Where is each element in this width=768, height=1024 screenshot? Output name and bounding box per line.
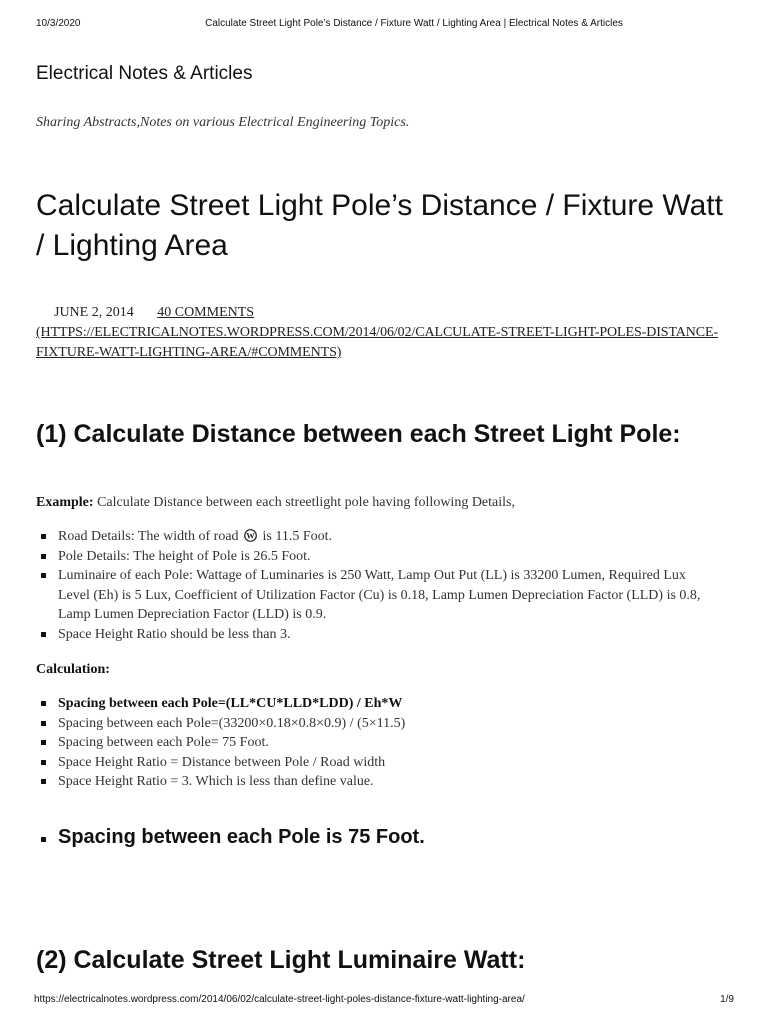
site-tagline: Sharing Abstracts,Notes on various Electrical Engineering Topics. [36,115,410,130]
print-page-number: 1/9 [720,994,734,1005]
list-item: Space Height Ratio = 3. Which is less than define value. [36,772,716,792]
example-paragraph [36,493,736,512]
print-url: https://electricalnotes.wordpress.com/2014/06/02/calculate-street-light-poles-distance-fixture-watt-lighting-area/ [34,994,525,1005]
comments-link[interactable] [36,305,718,360]
section-heading-distance: (1) Calculate Distance between each Street Light Pole: [36,420,681,448]
post-date: JUNE 2, 2014 [54,305,134,320]
post-meta [36,303,736,363]
road-details-value: is 11.5 Foot. [262,529,333,544]
list-item: Spacing between each Pole= 75 Foot. [36,733,716,753]
post-title: Calculate Street Light Pole’s Distance / Fixture Watt / Lighting Area [36,189,723,262]
calculation-label: Calculation: [36,662,110,677]
details-list [36,527,716,644]
calculation-list [36,694,716,792]
list-item: Spacing between each Pole=(33200×0.18×0.8×0.9) / (5×11.5) [36,714,716,734]
list-item: Space Height Ratio should be less than 3. [36,625,716,645]
print-page-title: Calculate Street Light Pole’s Distance / Fixture Watt / Lighting Area | Electrical Notes & Articles [205,18,623,29]
comments-count: 40 COMMENTS [157,305,255,320]
wordpress-icon [244,529,257,542]
example-text: Calculate Distance between each streetlight pole having following Details, [93,495,515,510]
print-header [36,18,732,32]
list-item: Pole Details: The height of Pole is 26.5 Foot. [36,547,716,567]
site-title-link[interactable]: Electrical Notes & Articles [36,63,253,84]
list-item [36,527,716,547]
print-footer [36,994,732,1008]
result-list [36,826,425,849]
section-heading-luminaire-watt: (2) Calculate Street Light Luminaire Watt: [36,946,526,974]
comments-url: (HTTPS://ELECTRICALNOTES.WORDPRESS.COM/2014/06/02/CALCULATE-STREET-LIGHT-POLES-DISTANCE-FIXTURE-WATT-LIGHTING-AREA/#COMMENTS) [36,325,719,360]
result-item: Spacing between each Pole is 75 Foot. [36,826,425,849]
example-label: Example: [36,495,94,510]
list-item: Luminaire of each Pole: Wattage of Luminaries is 250 Watt, Lamp Out Put (LL) is 33200 Lumen, Required Lux Level (Eh) is 5 Lux, Coefficient of Utilization Factor (Cu) is 0.18, Lamp Lumen Depreciation Factor (LLD) is 0.8, Lamp Lumen Depreciation Factor (LLD) is 0.9. [36,566,716,625]
list-item: Space Height Ratio = Distance between Pole / Road width [36,753,716,773]
list-item: Spacing between each Pole=(LL*CU*LLD*LDD) / Eh*W [36,694,716,714]
svg-text:W: W [246,530,255,541]
road-details-text: Road Details: The width of road [58,529,239,544]
print-date: 10/3/2020 [36,18,81,29]
